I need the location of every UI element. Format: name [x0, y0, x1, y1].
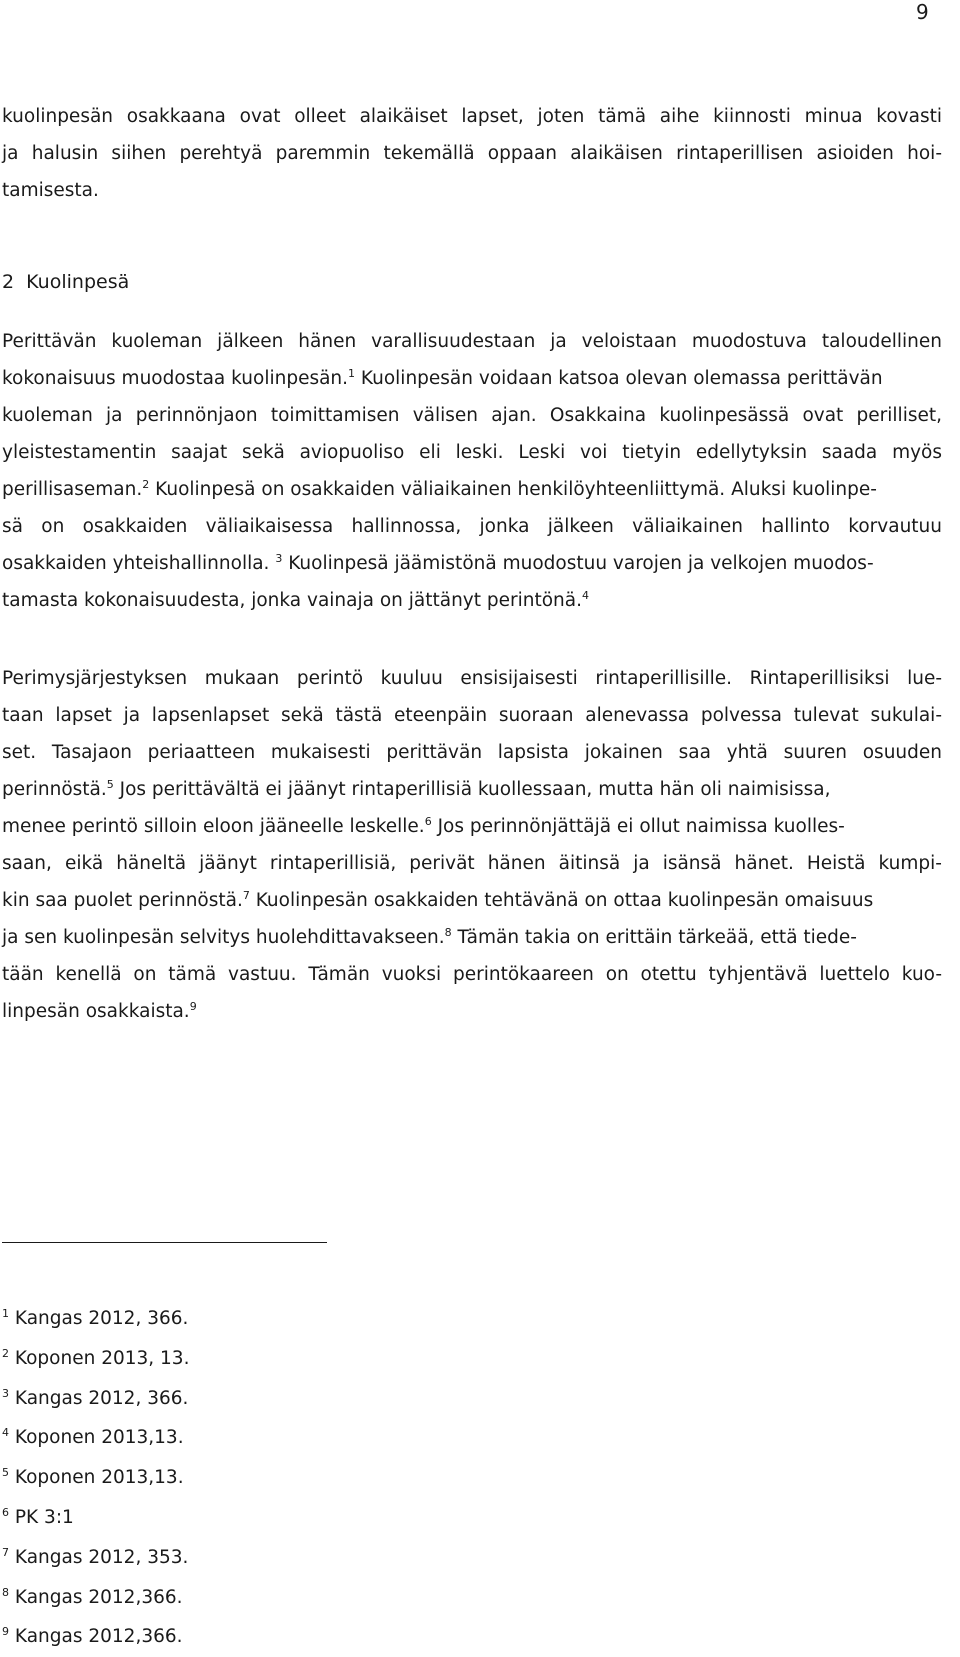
footnote: [2, 1498, 189, 1538]
line-text: kokonaisuus muodostaa kuolinpesän.: [2, 368, 349, 389]
footnote-text: Koponen 2013,13.: [14, 1427, 184, 1449]
footnote-text: Kangas 2012, 366.: [14, 1308, 189, 1329]
footnote-ref: 7: [242, 888, 250, 902]
section-heading: 2 Kuolinpesä: [2, 271, 130, 293]
line-text: Kuolinpesän voidaan katsoa olevan olemassa perittävän: [355, 368, 883, 389]
paragraph-line: [2, 919, 942, 956]
line-text: kin saa puolet perinnöstä.: [2, 890, 243, 911]
line-text: menee perintö silloin eloon jääneelle leskelle.: [2, 816, 425, 837]
footnote-text: Koponen 2013, 13.: [14, 1347, 190, 1369]
line-text: perillisaseman.: [2, 479, 143, 500]
paragraph-line: kuolinpesän osakkaana ovat olleet alaikäiset lapset, joten tämä aihe kiinnosti minua kovasti: [2, 106, 942, 127]
intro-paragraph: [2, 98, 942, 209]
footnote-number: 2: [2, 1346, 9, 1360]
line-text: linpesän osakkaista.: [2, 1001, 190, 1022]
paragraph-line: [2, 882, 942, 919]
paragraph-line: ja halusin siihen perehtyä paremmin tekemällä oppaan alaikäisen rintaperillisen asioiden hoi-: [2, 143, 942, 164]
line-text: tamasta kokonaisuudesta, jonka vainaja on jättänyt perintönä.: [2, 590, 583, 611]
paragraph-line: set. Tasajaon periaatteen mukaisesti perittävän lapsista jokainen saa yhtä suuren osuuden: [2, 742, 942, 763]
footnote-number: 9: [2, 1625, 9, 1639]
paragraph-line: tään kenellä on tämä vastuu. Tämän vuoksi perintökaareen on otettu tyhjentävä luettelo kuo-: [2, 964, 942, 985]
paragraph-line: yleistestamentin saajat sekä aviopuoliso eli leski. Leski voi tietyin edellytyksin saada myös: [2, 442, 942, 463]
line-text: ja sen kuolinpesän selvitys huolehdittavakseen.: [2, 927, 445, 948]
paragraph-line: [2, 360, 942, 397]
footnote-number: 3: [2, 1386, 9, 1400]
footnote-ref: 4: [582, 588, 590, 602]
paragraph-line: [2, 771, 942, 808]
page-number: 9: [916, 0, 929, 24]
paragraph-line: Perimysjärjestyksen mukaan perintö kuuluu ensisijaisesti rintaperillisille. Rintaperillisiksi lue-: [2, 668, 942, 689]
footnote: [2, 1299, 189, 1339]
paragraph-line: taan lapset ja lapsenlapset sekä tästä eteenpäin suoraan alenevassa polvessa tulevat sukulai-: [2, 705, 942, 726]
footnote-ref: 9: [189, 999, 197, 1013]
line-text: Tämän takia on erittäin tärkeää, että tiede-: [451, 927, 857, 948]
paragraph-line: Perittävän kuoleman jälkeen hänen varallisuudestaan ja veloistaan muodostuva taloudellinen: [2, 331, 942, 352]
footnote-number: 8: [2, 1585, 9, 1599]
footnote: [2, 1578, 189, 1618]
footnote-separator: [2, 1242, 327, 1243]
footnote-ref: 6: [424, 814, 432, 828]
paragraph-line: [2, 808, 942, 845]
line-text: perinnöstä.: [2, 779, 107, 800]
paragraph-line: saan, eikä häneltä jäänyt rintaperillisiä, perivät hänen äitinsä ja isänsä hänet. Heistä kumpi-: [2, 853, 942, 874]
footnote-number: 1: [2, 1306, 9, 1320]
line-text: Jos perinnönjättäjä ei ollut naimissa kuolles-: [431, 816, 845, 837]
footnote-ref: 5: [106, 777, 114, 791]
footnote-text: Kangas 2012,366.: [14, 1626, 183, 1648]
line-text: Kuolinpesä on osakkaiden väliaikainen henkilöyhteenliittymä. Aluksi kuolinpe-: [149, 479, 877, 500]
footnote: [2, 1538, 189, 1578]
footnote-ref: 1: [348, 366, 356, 380]
paragraph-line: [2, 993, 942, 1030]
footnote-number: 7: [2, 1545, 9, 1559]
footnote: [2, 1339, 189, 1379]
paragraph-kuolinpesa: [2, 323, 942, 619]
footnote-number: 6: [2, 1505, 9, 1519]
paragraph-line: kuoleman ja perinnönjaon toimittamisen välisen ajan. Osakkaina kuolinpesässä ovat perilliset,: [2, 405, 942, 426]
footnote-text: PK 3:1: [14, 1506, 74, 1528]
footnote-ref: 3: [275, 551, 283, 565]
footnote-text: Kangas 2012,366.: [14, 1586, 183, 1608]
footnote-ref: 2: [142, 477, 150, 491]
footnote: [2, 1458, 189, 1498]
paragraph-line: [2, 582, 942, 619]
footnote-text: Kangas 2012, 353.: [14, 1546, 189, 1568]
footnote-text: Koponen 2013,13.: [14, 1467, 184, 1489]
line-text: osakkaiden yhteishallinnolla.: [2, 553, 276, 574]
paragraph-line: [2, 545, 942, 582]
paragraph-line: tamisesta.: [2, 180, 99, 201]
footnote-number: 4: [2, 1426, 9, 1440]
paragraph-line: sä on osakkaiden väliaikaisessa hallinnossa, jonka jälkeen väliaikainen hallinto korvautuu: [2, 516, 942, 537]
paragraph-line: [2, 471, 942, 508]
line-text: Kuolinpesän osakkaiden tehtävänä on ottaa kuolinpesän omaisuus: [249, 890, 874, 911]
paragraph-perimysjarjestys: [2, 660, 942, 1030]
footnote-text: Kangas 2012, 366.: [14, 1387, 189, 1409]
footnote: [2, 1418, 189, 1458]
line-text: Kuolinpesä jäämistönä muodostuu varojen ja velkojen muodos-: [282, 553, 874, 574]
footnote: [2, 1379, 189, 1419]
footnote-number: 5: [2, 1466, 9, 1480]
line-text: Jos perittävältä ei jäänyt rintaperillisiä kuollessaan, mutta hän oli naimisissa,: [113, 779, 831, 800]
footnote-ref: 8: [444, 925, 452, 939]
footnotes: [2, 1299, 189, 1657]
footnote: [2, 1617, 189, 1657]
